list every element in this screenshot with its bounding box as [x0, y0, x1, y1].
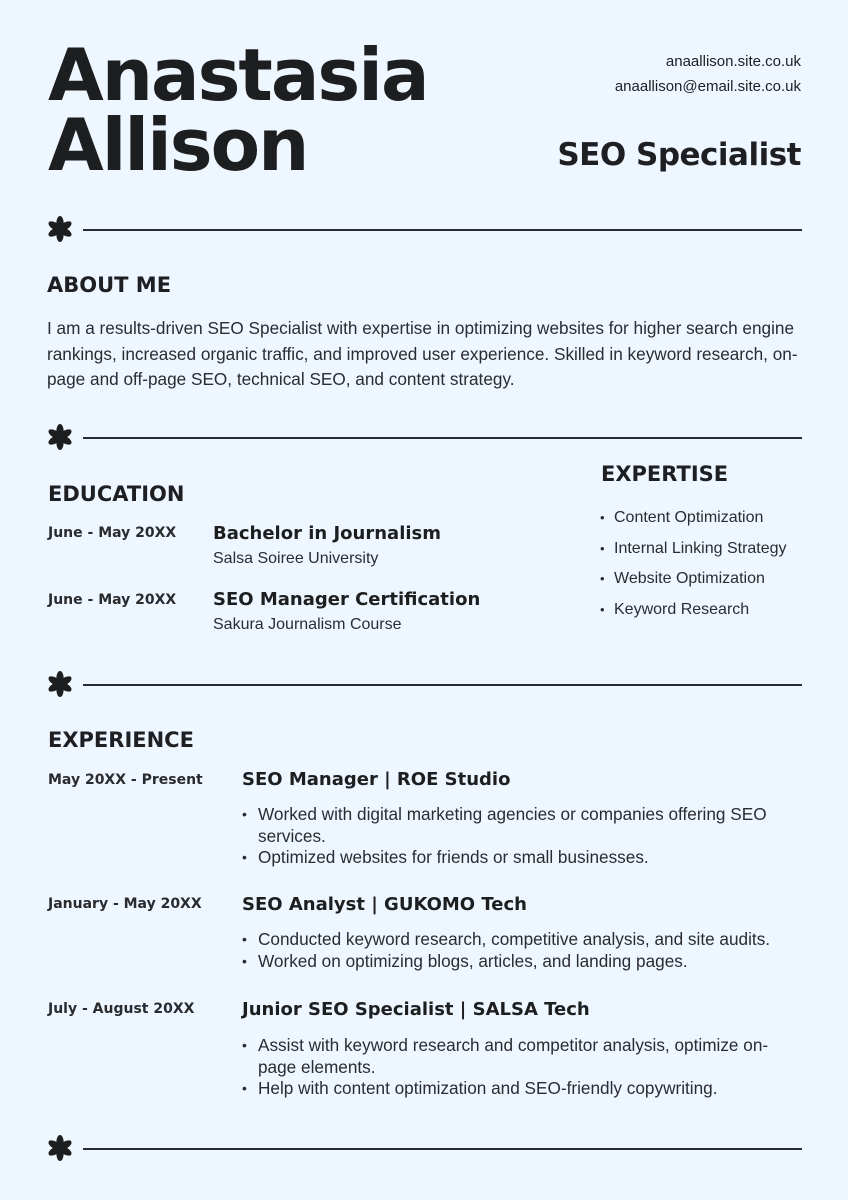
- list-item: • Content Optimization: [600, 503, 787, 534]
- contact-info: [615, 49, 801, 99]
- about-heading: ABOUT ME: [47, 273, 172, 297]
- education-school: Salsa Soiree University: [213, 550, 379, 567]
- about-text: I am a results-driven SEO Specialist with expertise in optimizing websites for higher search engine rankings, increased organic traffic, and improved user experience. Skilled in keyword research, on-page and off-page SEO, technical SEO, and content strategy.: [47, 318, 798, 390]
- expertise-list: [600, 503, 787, 626]
- divider-line: [83, 229, 802, 231]
- list-item: • Worked with digital marketing agencies or companies offering SEO services.: [242, 804, 802, 847]
- asterisk-flower-icon: [47, 216, 73, 242]
- list-item: • Internal Linking Strategy: [600, 534, 787, 565]
- education-heading: EDUCATION: [48, 482, 185, 506]
- experience-bullets: [242, 804, 802, 869]
- experience-title: SEO Manager | ROE Studio: [242, 769, 511, 790]
- experience-title: Junior SEO Specialist | SALSA Tech: [242, 999, 590, 1020]
- list-item: • Website Optimization: [600, 564, 787, 595]
- experience-date: May 20XX - Present: [48, 772, 203, 788]
- education-title: Bachelor in Journalism: [213, 523, 442, 544]
- education-date: June - May 20XX: [48, 592, 177, 608]
- divider-line: [83, 437, 802, 439]
- job-title: SEO Specialist: [557, 137, 801, 173]
- section-divider: [47, 671, 802, 699]
- list-item: • Keyword Research: [600, 595, 787, 626]
- section-divider: [47, 216, 802, 244]
- education-title: SEO Manager Certification: [213, 589, 481, 610]
- education-school: Sakura Journalism Course: [213, 616, 402, 633]
- website-link[interactable]: anaallison.site.co.uk: [665, 53, 801, 70]
- email-link[interactable]: anaallison@email.site.co.uk: [614, 78, 801, 95]
- experience-bullets: [242, 1035, 802, 1100]
- experience-date: January - May 20XX: [48, 896, 202, 912]
- education-date: June - May 20XX: [48, 525, 177, 541]
- first-name: Anastasia: [48, 33, 428, 117]
- list-item: • Help with content optimization and SEO-friendly copywriting.: [242, 1078, 802, 1100]
- section-divider: [47, 424, 802, 452]
- asterisk-flower-icon: [47, 424, 73, 450]
- last-name: Allison: [48, 103, 308, 187]
- list-item: • Assist with keyword research and competitor analysis, optimize on-page elements.: [242, 1035, 802, 1078]
- candidate-name: [48, 33, 518, 187]
- experience-bullets: [242, 929, 812, 972]
- asterisk-flower-icon: [47, 1135, 73, 1161]
- experience-date: July - August 20XX: [48, 1001, 195, 1017]
- list-item: • Worked on optimizing blogs, articles, and landing pages.: [242, 951, 812, 973]
- list-item: • Conducted keyword research, competitive analysis, and site audits.: [242, 929, 812, 951]
- experience-heading: EXPERIENCE: [48, 728, 194, 752]
- divider-line: [83, 1148, 802, 1150]
- expertise-heading: EXPERTISE: [601, 462, 729, 486]
- asterisk-flower-icon: [47, 671, 73, 697]
- divider-line: [83, 684, 802, 686]
- experience-title: SEO Analyst | GUKOMO Tech: [242, 894, 527, 915]
- list-item: • Optimized websites for friends or small businesses.: [242, 847, 802, 869]
- section-divider: [47, 1135, 802, 1163]
